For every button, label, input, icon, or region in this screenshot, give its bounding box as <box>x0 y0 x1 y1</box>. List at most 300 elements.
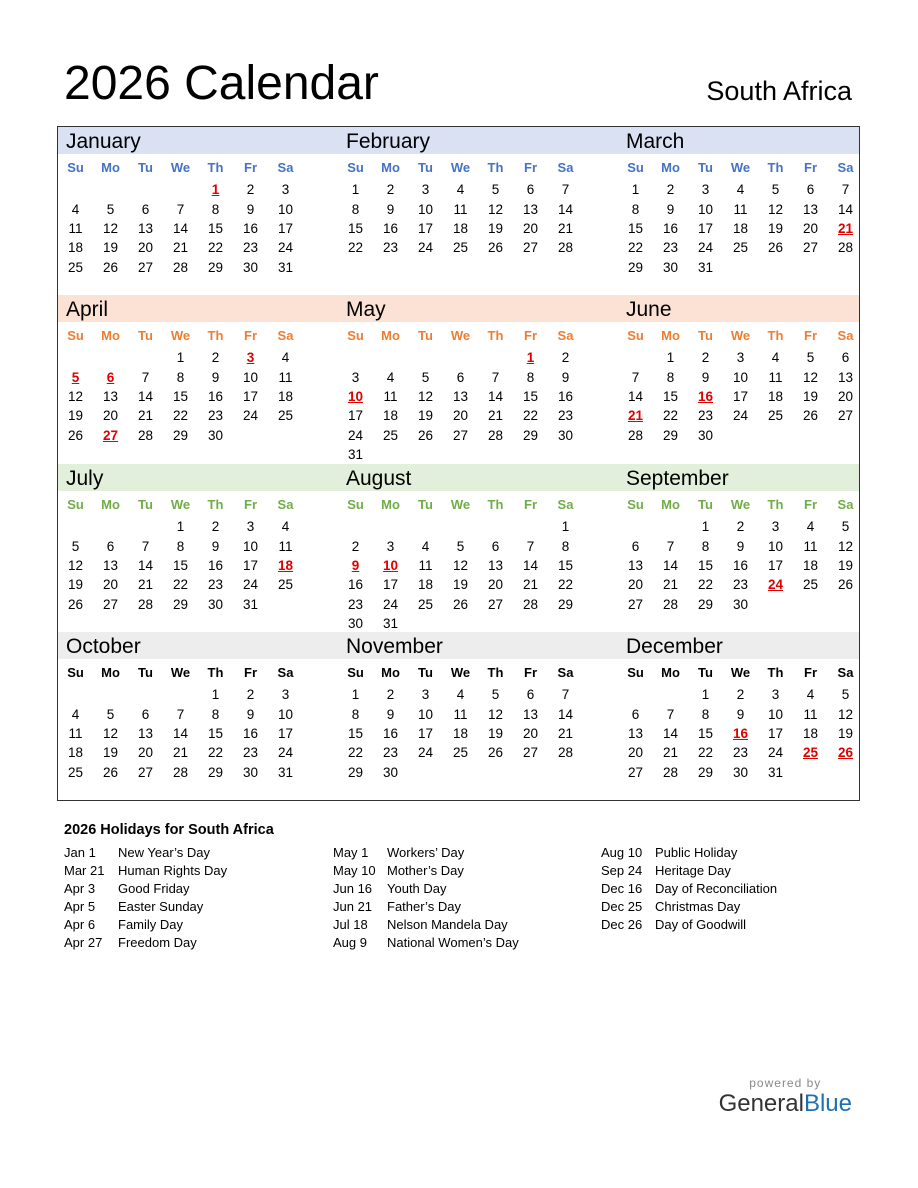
day-cell: 4 <box>806 687 815 703</box>
week-row <box>338 536 619 555</box>
day-cell: 30 <box>732 764 749 780</box>
day-cell: 4 <box>456 182 465 198</box>
day-cell: 26 <box>487 240 504 256</box>
day-cell: 13 <box>522 706 539 722</box>
weekday-header <box>338 154 619 180</box>
day-cell: 23 <box>732 577 749 593</box>
week-row <box>338 556 619 575</box>
day-cell: 10 <box>277 201 294 217</box>
weekday-label: Mo <box>101 327 120 343</box>
day-cell: 24 <box>347 427 364 443</box>
day-cell: 24 <box>417 240 434 256</box>
day-cell: 16 <box>242 220 259 236</box>
day-cell: 23 <box>207 577 224 593</box>
day-cell: 25 <box>802 577 819 593</box>
day-cell: 25 <box>382 427 399 443</box>
month-name: February <box>338 127 619 154</box>
day-cell: 20 <box>137 240 154 256</box>
day-cell: 24 <box>242 577 259 593</box>
day-cell: 26 <box>67 427 84 443</box>
holiday-item <box>601 880 777 898</box>
day-cell: 31 <box>697 259 714 275</box>
holiday-item <box>333 880 519 898</box>
day-cell: 22 <box>347 240 364 256</box>
month-name: August <box>338 464 619 491</box>
day-cell: 27 <box>627 596 644 612</box>
day-cell: 19 <box>837 725 854 741</box>
day-cell: 18 <box>732 220 749 236</box>
weekday-label: Fr <box>244 664 257 680</box>
holidays-section <box>64 822 864 954</box>
day-cell: 10 <box>242 538 259 554</box>
day-cell: 19 <box>487 220 504 236</box>
day-cell: 13 <box>522 201 539 217</box>
week-row <box>338 406 619 425</box>
day-cell: 9 <box>246 201 255 217</box>
day-cell: 8 <box>211 201 220 217</box>
week-row <box>58 724 339 743</box>
holiday-item <box>333 862 519 880</box>
weekday-label: Mo <box>661 327 680 343</box>
day-cell: 7 <box>176 706 185 722</box>
day-cell: 22 <box>207 240 224 256</box>
day-cell: 11 <box>803 538 818 554</box>
day-cell: 17 <box>767 725 784 741</box>
weekday-label: Sa <box>557 664 574 680</box>
weekday-label: Sa <box>557 496 574 512</box>
week-row <box>338 743 619 762</box>
holiday-item <box>64 934 227 952</box>
day-cell: 8 <box>176 369 185 385</box>
weekday-label: Tu <box>138 664 153 680</box>
day-cell: 15 <box>347 220 364 236</box>
day-cell: 12 <box>767 201 784 217</box>
day-cell: 23 <box>382 745 399 761</box>
day-cell: 3 <box>246 519 255 535</box>
holiday-date-label: Jul 18 <box>333 917 368 932</box>
day-cell: 8 <box>351 706 360 722</box>
day-cell: 27 <box>802 240 819 256</box>
brand-logo <box>719 1090 852 1118</box>
day-cell: 15 <box>172 557 189 573</box>
week-row <box>338 685 619 704</box>
day-cell: 9 <box>736 538 745 554</box>
day-cell: 23 <box>242 240 259 256</box>
weekday-label: Sa <box>557 327 574 343</box>
day-cell: 23 <box>347 596 364 612</box>
week-row <box>58 704 339 723</box>
day-cell: 8 <box>631 201 640 217</box>
holiday-date-label: Apr 3 <box>64 881 96 896</box>
weekday-label: Fr <box>524 496 537 512</box>
day-cell: 28 <box>137 596 154 612</box>
holiday-date-label: Sep 24 <box>601 863 643 878</box>
holiday-name: Youth Day <box>387 881 447 896</box>
weekday-label: Sa <box>837 159 854 175</box>
weekday-label: Th <box>487 664 504 680</box>
day-cell: 15 <box>627 220 644 236</box>
week-row <box>618 199 860 218</box>
day-cell: 12 <box>487 201 504 217</box>
day-cell: 14 <box>172 725 189 741</box>
day-cell: 12 <box>487 706 504 722</box>
day-cell: 25 <box>452 240 469 256</box>
day-cell: 7 <box>491 369 500 385</box>
day-cell: 7 <box>141 538 150 554</box>
day-cell: 18 <box>767 388 784 404</box>
weekday-label: Tu <box>698 159 713 175</box>
weekday-label: Mo <box>381 496 400 512</box>
holiday-item <box>64 880 227 898</box>
holiday-date: 6 <box>106 369 115 385</box>
week-row <box>338 704 619 723</box>
day-cell: 15 <box>207 220 224 236</box>
day-cell: 14 <box>557 706 574 722</box>
day-cell: 1 <box>351 687 360 703</box>
day-cell: 14 <box>627 388 644 404</box>
day-cell: 26 <box>487 745 504 761</box>
page-title: 2026 Calendar <box>64 57 379 110</box>
month-march <box>618 127 860 277</box>
week-row <box>58 238 339 257</box>
day-cell: 10 <box>277 706 294 722</box>
week-row <box>338 387 619 406</box>
weekday-header <box>58 659 339 685</box>
holiday-name: Freedom Day <box>118 935 197 950</box>
day-cell: 29 <box>207 764 224 780</box>
day-cell: 4 <box>421 538 430 554</box>
day-cell: 21 <box>662 577 679 593</box>
weekday-label: We <box>730 664 751 680</box>
day-cell: 5 <box>456 538 465 554</box>
day-cell: 12 <box>837 706 854 722</box>
day-cell: 24 <box>242 408 259 424</box>
day-cell: 16 <box>557 388 574 404</box>
day-cell: 25 <box>417 596 434 612</box>
day-cell: 1 <box>211 687 220 703</box>
day-cell: 16 <box>347 577 364 593</box>
day-cell: 12 <box>417 388 434 404</box>
weekday-label: Tu <box>418 496 433 512</box>
day-cell: 4 <box>386 369 395 385</box>
week-row <box>338 445 619 464</box>
day-cell: 1 <box>351 182 360 198</box>
day-cell: 3 <box>281 182 290 198</box>
holiday-date-label: Dec 25 <box>601 899 643 914</box>
week-row <box>338 367 619 386</box>
day-cell: 10 <box>242 369 259 385</box>
week-row <box>618 180 860 199</box>
day-cell: 17 <box>242 388 259 404</box>
day-cell: 14 <box>662 725 679 741</box>
day-cell: 26 <box>102 764 119 780</box>
week-row <box>58 406 339 425</box>
holiday-date-label: Aug 10 <box>601 845 643 860</box>
weekday-label: Su <box>67 664 84 680</box>
day-cell: 30 <box>242 764 259 780</box>
day-cell: 15 <box>697 557 714 573</box>
day-cell: 20 <box>627 745 644 761</box>
day-cell: 22 <box>697 577 714 593</box>
day-cell: 9 <box>211 538 220 554</box>
holiday-date: 3 <box>246 350 255 366</box>
day-cell: 26 <box>802 408 819 424</box>
weekday-label: Tu <box>418 159 433 175</box>
month-november <box>338 632 619 782</box>
week-row <box>58 575 339 594</box>
day-cell: 29 <box>347 764 364 780</box>
weekday-label: Th <box>207 327 224 343</box>
footer-logo <box>719 1076 852 1118</box>
day-cell: 29 <box>697 596 714 612</box>
day-cell: 6 <box>806 182 815 198</box>
holiday-name: National Women’s Day <box>387 935 519 950</box>
week-row <box>618 763 860 782</box>
weekday-label: Fr <box>244 496 257 512</box>
weekday-label: Fr <box>524 664 537 680</box>
weekday-label: Fr <box>244 159 257 175</box>
weekday-header <box>618 322 860 348</box>
holiday-date-label: Dec 16 <box>601 881 643 896</box>
day-cell: 5 <box>806 350 815 366</box>
holiday-date: 25 <box>802 745 819 761</box>
day-cell: 2 <box>666 182 675 198</box>
day-cell: 15 <box>662 388 679 404</box>
weekday-label: Mo <box>381 159 400 175</box>
day-cell: 14 <box>137 557 154 573</box>
day-cell: 25 <box>452 745 469 761</box>
weekday-label: Su <box>67 496 84 512</box>
day-cell: 5 <box>491 687 500 703</box>
day-cell: 20 <box>102 577 119 593</box>
day-cell: 6 <box>841 350 850 366</box>
day-cell: 11 <box>278 538 293 554</box>
day-cell: 30 <box>207 427 224 443</box>
day-cell: 4 <box>71 706 80 722</box>
month-name: January <box>58 127 339 154</box>
day-cell: 26 <box>452 596 469 612</box>
weekday-label: Sa <box>277 664 294 680</box>
day-cell: 21 <box>137 577 154 593</box>
day-cell: 8 <box>561 538 570 554</box>
day-cell: 6 <box>106 538 115 554</box>
holiday-date: 24 <box>767 577 784 593</box>
day-cell: 6 <box>631 706 640 722</box>
day-cell: 24 <box>697 240 714 256</box>
weekday-label: We <box>450 159 471 175</box>
weekday-label: Fr <box>804 664 817 680</box>
month-february <box>338 127 619 258</box>
week-row <box>618 258 860 277</box>
day-cell: 24 <box>732 408 749 424</box>
weekday-label: Su <box>627 496 644 512</box>
day-cell: 12 <box>452 557 469 573</box>
holiday-item <box>601 862 777 880</box>
day-cell: 28 <box>557 240 574 256</box>
holiday-date: 9 <box>351 557 360 573</box>
day-cell: 30 <box>242 259 259 275</box>
day-cell: 30 <box>207 596 224 612</box>
day-cell: 26 <box>417 427 434 443</box>
holidays-column <box>333 844 519 952</box>
day-cell: 4 <box>281 350 290 366</box>
day-cell: 25 <box>732 240 749 256</box>
day-cell: 26 <box>102 259 119 275</box>
weekday-label: Mo <box>661 664 680 680</box>
weekday-label: Mo <box>661 159 680 175</box>
day-cell: 13 <box>487 557 504 573</box>
day-cell: 31 <box>382 616 399 632</box>
day-cell: 20 <box>102 408 119 424</box>
weekday-label: Su <box>67 327 84 343</box>
day-cell: 11 <box>768 369 783 385</box>
day-cell: 23 <box>242 745 259 761</box>
day-cell: 5 <box>491 182 500 198</box>
day-cell: 23 <box>382 240 399 256</box>
day-cell: 2 <box>246 687 255 703</box>
weekday-header <box>338 491 619 517</box>
day-cell: 28 <box>837 240 854 256</box>
day-cell: 23 <box>697 408 714 424</box>
holiday-item <box>64 844 227 862</box>
day-cell: 7 <box>666 538 675 554</box>
week-row <box>58 219 339 238</box>
weekday-label: Sa <box>837 664 854 680</box>
day-cell: 29 <box>557 596 574 612</box>
day-cell: 21 <box>557 725 574 741</box>
day-cell: 4 <box>806 519 815 535</box>
weekday-label: Th <box>487 159 504 175</box>
weekday-label: Mo <box>101 159 120 175</box>
weekday-label: Tu <box>138 327 153 343</box>
day-cell: 2 <box>211 519 220 535</box>
month-june <box>618 295 860 445</box>
day-cell: 2 <box>736 519 745 535</box>
weekday-label: Th <box>487 327 504 343</box>
month-name: November <box>338 632 619 659</box>
day-cell: 4 <box>771 350 780 366</box>
holidays-list <box>64 844 864 954</box>
day-cell: 3 <box>351 369 360 385</box>
day-cell: 6 <box>491 538 500 554</box>
day-cell: 18 <box>452 220 469 236</box>
day-cell: 6 <box>456 369 465 385</box>
day-cell: 5 <box>421 369 430 385</box>
day-cell: 14 <box>172 220 189 236</box>
day-cell: 18 <box>417 577 434 593</box>
day-cell: 22 <box>662 408 679 424</box>
day-cell: 8 <box>211 706 220 722</box>
weekday-label: Th <box>207 496 224 512</box>
day-cell: 29 <box>522 427 539 443</box>
day-cell: 19 <box>767 220 784 236</box>
day-cell: 25 <box>277 577 294 593</box>
weekday-label: Su <box>627 664 644 680</box>
day-cell: 17 <box>347 408 364 424</box>
holiday-name: Good Friday <box>118 881 190 896</box>
week-row <box>58 536 339 555</box>
holiday-item <box>333 934 519 952</box>
day-cell: 12 <box>67 557 84 573</box>
weekday-label: Fr <box>244 327 257 343</box>
weekday-label: Th <box>487 496 504 512</box>
day-cell: 19 <box>837 557 854 573</box>
day-cell: 26 <box>837 577 854 593</box>
day-cell: 17 <box>277 220 294 236</box>
weekday-label: Tu <box>418 664 433 680</box>
weekday-label: Fr <box>804 327 817 343</box>
day-cell: 3 <box>421 687 430 703</box>
day-cell: 3 <box>281 687 290 703</box>
holiday-date: 10 <box>382 557 399 573</box>
day-cell: 23 <box>662 240 679 256</box>
weekday-header <box>58 154 339 180</box>
day-cell: 31 <box>277 764 294 780</box>
weekday-label: Tu <box>698 327 713 343</box>
week-row <box>58 387 339 406</box>
day-cell: 21 <box>557 220 574 236</box>
holiday-name: New Year’s Day <box>118 845 211 860</box>
day-cell: 15 <box>522 388 539 404</box>
weekday-label: We <box>730 159 751 175</box>
day-cell: 31 <box>347 447 364 463</box>
weekday-label: Tu <box>138 159 153 175</box>
weekday-label: Th <box>767 327 784 343</box>
day-cell: 25 <box>277 408 294 424</box>
holiday-name: Nelson Mandela Day <box>387 917 508 932</box>
day-cell: 20 <box>627 577 644 593</box>
weekday-label: We <box>730 327 751 343</box>
day-cell: 11 <box>68 725 83 741</box>
weekday-label: We <box>170 664 191 680</box>
day-cell: 6 <box>141 201 150 217</box>
day-cell: 18 <box>452 725 469 741</box>
day-cell: 6 <box>631 538 640 554</box>
day-cell: 10 <box>732 369 749 385</box>
holidays-title: 2026 Holidays for South Africa <box>64 822 274 838</box>
day-cell: 8 <box>666 369 675 385</box>
day-cell: 12 <box>67 388 84 404</box>
day-cell: 3 <box>771 687 780 703</box>
day-cell: 17 <box>697 220 714 236</box>
weekday-label: Tu <box>698 496 713 512</box>
week-row <box>338 763 619 782</box>
day-cell: 27 <box>487 596 504 612</box>
weekday-label: Tu <box>138 496 153 512</box>
day-cell: 7 <box>526 538 535 554</box>
weekday-label: We <box>170 496 191 512</box>
holiday-date: 1 <box>526 350 535 366</box>
week-row <box>618 685 860 704</box>
day-cell: 24 <box>417 745 434 761</box>
day-cell: 15 <box>697 725 714 741</box>
week-row <box>58 367 339 386</box>
holiday-name: Family Day <box>118 917 184 932</box>
month-october <box>58 632 339 782</box>
day-cell: 15 <box>172 388 189 404</box>
day-cell: 29 <box>172 427 189 443</box>
weekday-label: Tu <box>698 664 713 680</box>
day-cell: 28 <box>627 427 644 443</box>
weekday-header <box>618 659 860 685</box>
week-row <box>58 763 339 782</box>
weekday-label: Fr <box>804 159 817 175</box>
weekday-label: Sa <box>277 159 294 175</box>
calendar-grid <box>57 126 860 801</box>
day-cell: 6 <box>141 706 150 722</box>
day-cell: 10 <box>417 706 434 722</box>
day-cell: 7 <box>631 369 640 385</box>
